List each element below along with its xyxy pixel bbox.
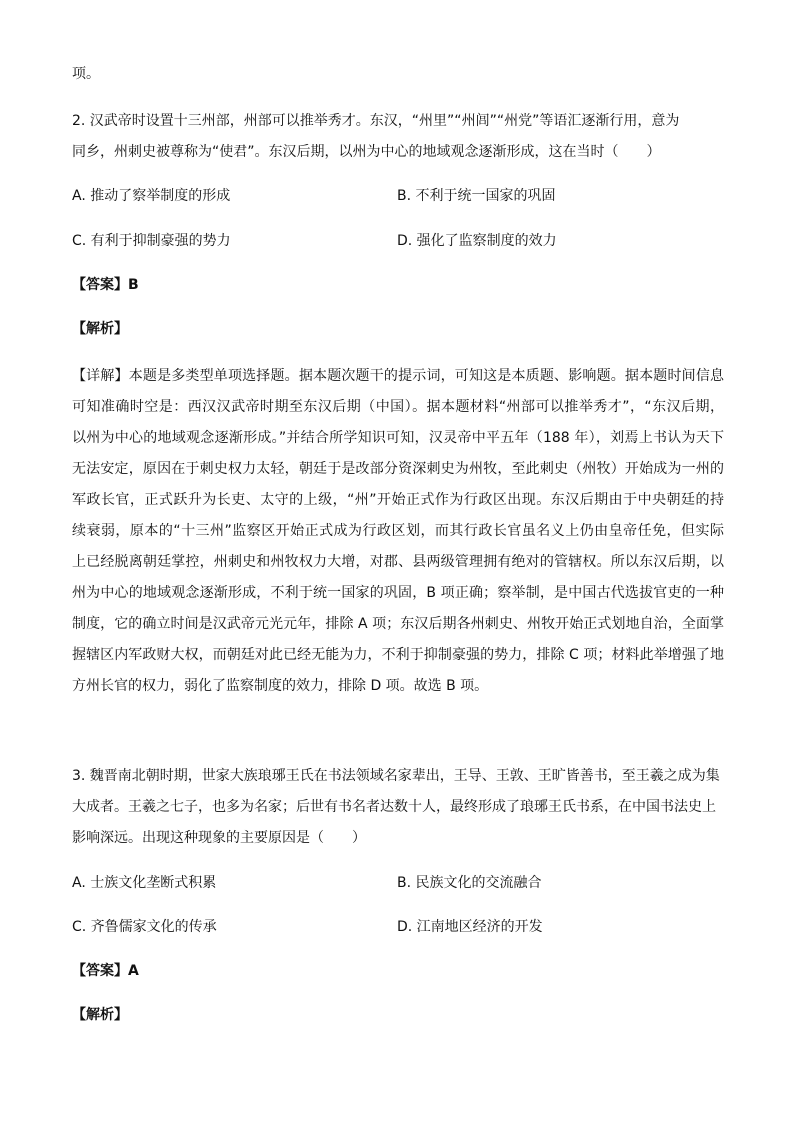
q2-detail-line: 可知准确时空是：西汉汉武帝时期至东汉后期（中国）。据本题材料“州部可以推举秀才”，“东汉后期， <box>72 399 724 415</box>
q3-stem-line-3: 影响深远。出现这种现象的主要原因是（ ） <box>72 830 366 846</box>
q2-detail-line: 方州长官的权力，弱化了监察制度的效力，排除 D 项。故选 B 项。 <box>72 678 489 694</box>
q3-option-c: C. 齐鲁儒家文化的传承 <box>72 919 217 935</box>
q2-analysis-label: 【解析】 <box>72 321 128 337</box>
q2-detail-line: 握辖区内军政财大权，而朝廷对此已经无能为力，不利于抑制豪强的势力，排除 C 项；材料此举增强了地 <box>72 647 724 663</box>
q2-answer: 【答案】B <box>72 277 139 293</box>
q3-option-d: D. 江南地区经济的开发 <box>397 919 543 935</box>
q2-option-d: D. 强化了监察制度的效力 <box>397 233 557 249</box>
q2-detail-line: 无法安定，原因在于刺史权力太轻，朝廷于是改部分资深刺史为州牧，至此刺史（州牧）开始成为一州的 <box>72 461 724 477</box>
q2-detail-line: 以州为中心的地域观念逐渐形成。”并结合所学知识可知，汉灵帝中平五年（188 年），刘焉上书认为天下 <box>72 430 724 446</box>
q2-option-a: A. 推动了察举制度的形成 <box>72 188 231 204</box>
q3-option-b: B. 民族文化的交流融合 <box>397 875 542 891</box>
q3-answer: 【答案】A <box>72 963 139 979</box>
continued-text-fragment: 项。 <box>72 66 100 82</box>
q2-stem-line-2: 同乡，州刺史被尊称为“使君”。东汉后期，以州为中心的地域观念逐渐形成，这在当时（ ） <box>72 144 661 160</box>
q3-analysis-label: 【解析】 <box>72 1007 128 1023</box>
q3-option-a: A. 士族文化垄断式积累 <box>72 875 217 891</box>
q2-option-c: C. 有利于抑制豪强的势力 <box>72 233 231 249</box>
q2-detail-line: 军政长官，正式跃升为长吏、太守的上级，“州”开始正式作为行政区出现。东汉后期由于中央朝廷的持 <box>72 492 724 508</box>
q3-stem-line-2: 大成者。王羲之七子，也多为名家；后世有书名者达数十人，最终形成了琅琊王氏书系，在中国书法史上 <box>72 799 716 815</box>
q2-detail-line: 州为中心的地域观念逐渐形成，不利于统一国家的巩固，B 项正确；察举制，是中国古代选拔官吏的一种 <box>72 585 724 601</box>
q2-option-b: B. 不利于统一国家的巩固 <box>397 188 556 204</box>
q2-detail-line: 续衰弱，原本的“十三州”监察区开始正式成为行政区划，而其行政长官虽名义上仍由皇帝任免，但实际 <box>72 523 724 539</box>
q2-detail-line: 制度，它的确立时间是汉武帝元光元年，排除 A 项；东汉后期各州刺史、州牧开始正式划地自治，全面掌 <box>72 616 724 632</box>
q2-detail-line: 上已经脱离朝廷掌控，州刺史和州牧权力大增，对郡、县两级管理拥有绝对的管辖权。所以东汉后期，以 <box>72 554 724 570</box>
q3-stem-line-1: 3. 魏晋南北朝时期，世家大族琅琊王氏在书法领域名家辈出，王导、王敦、王旷皆善书，至王羲之成为集 <box>72 768 720 784</box>
q2-stem-line-1: 2. 汉武帝时设置十三州部，州部可以推举秀才。东汉，“州里”“州闾”“州党”等语汇逐渐行用，意为 <box>72 113 680 129</box>
q2-detail-line: 【详解】本题是多类型单项选择题。据本题次题干的提示词，可知这是本质题、影响题。据本题时间信息 <box>72 368 724 384</box>
